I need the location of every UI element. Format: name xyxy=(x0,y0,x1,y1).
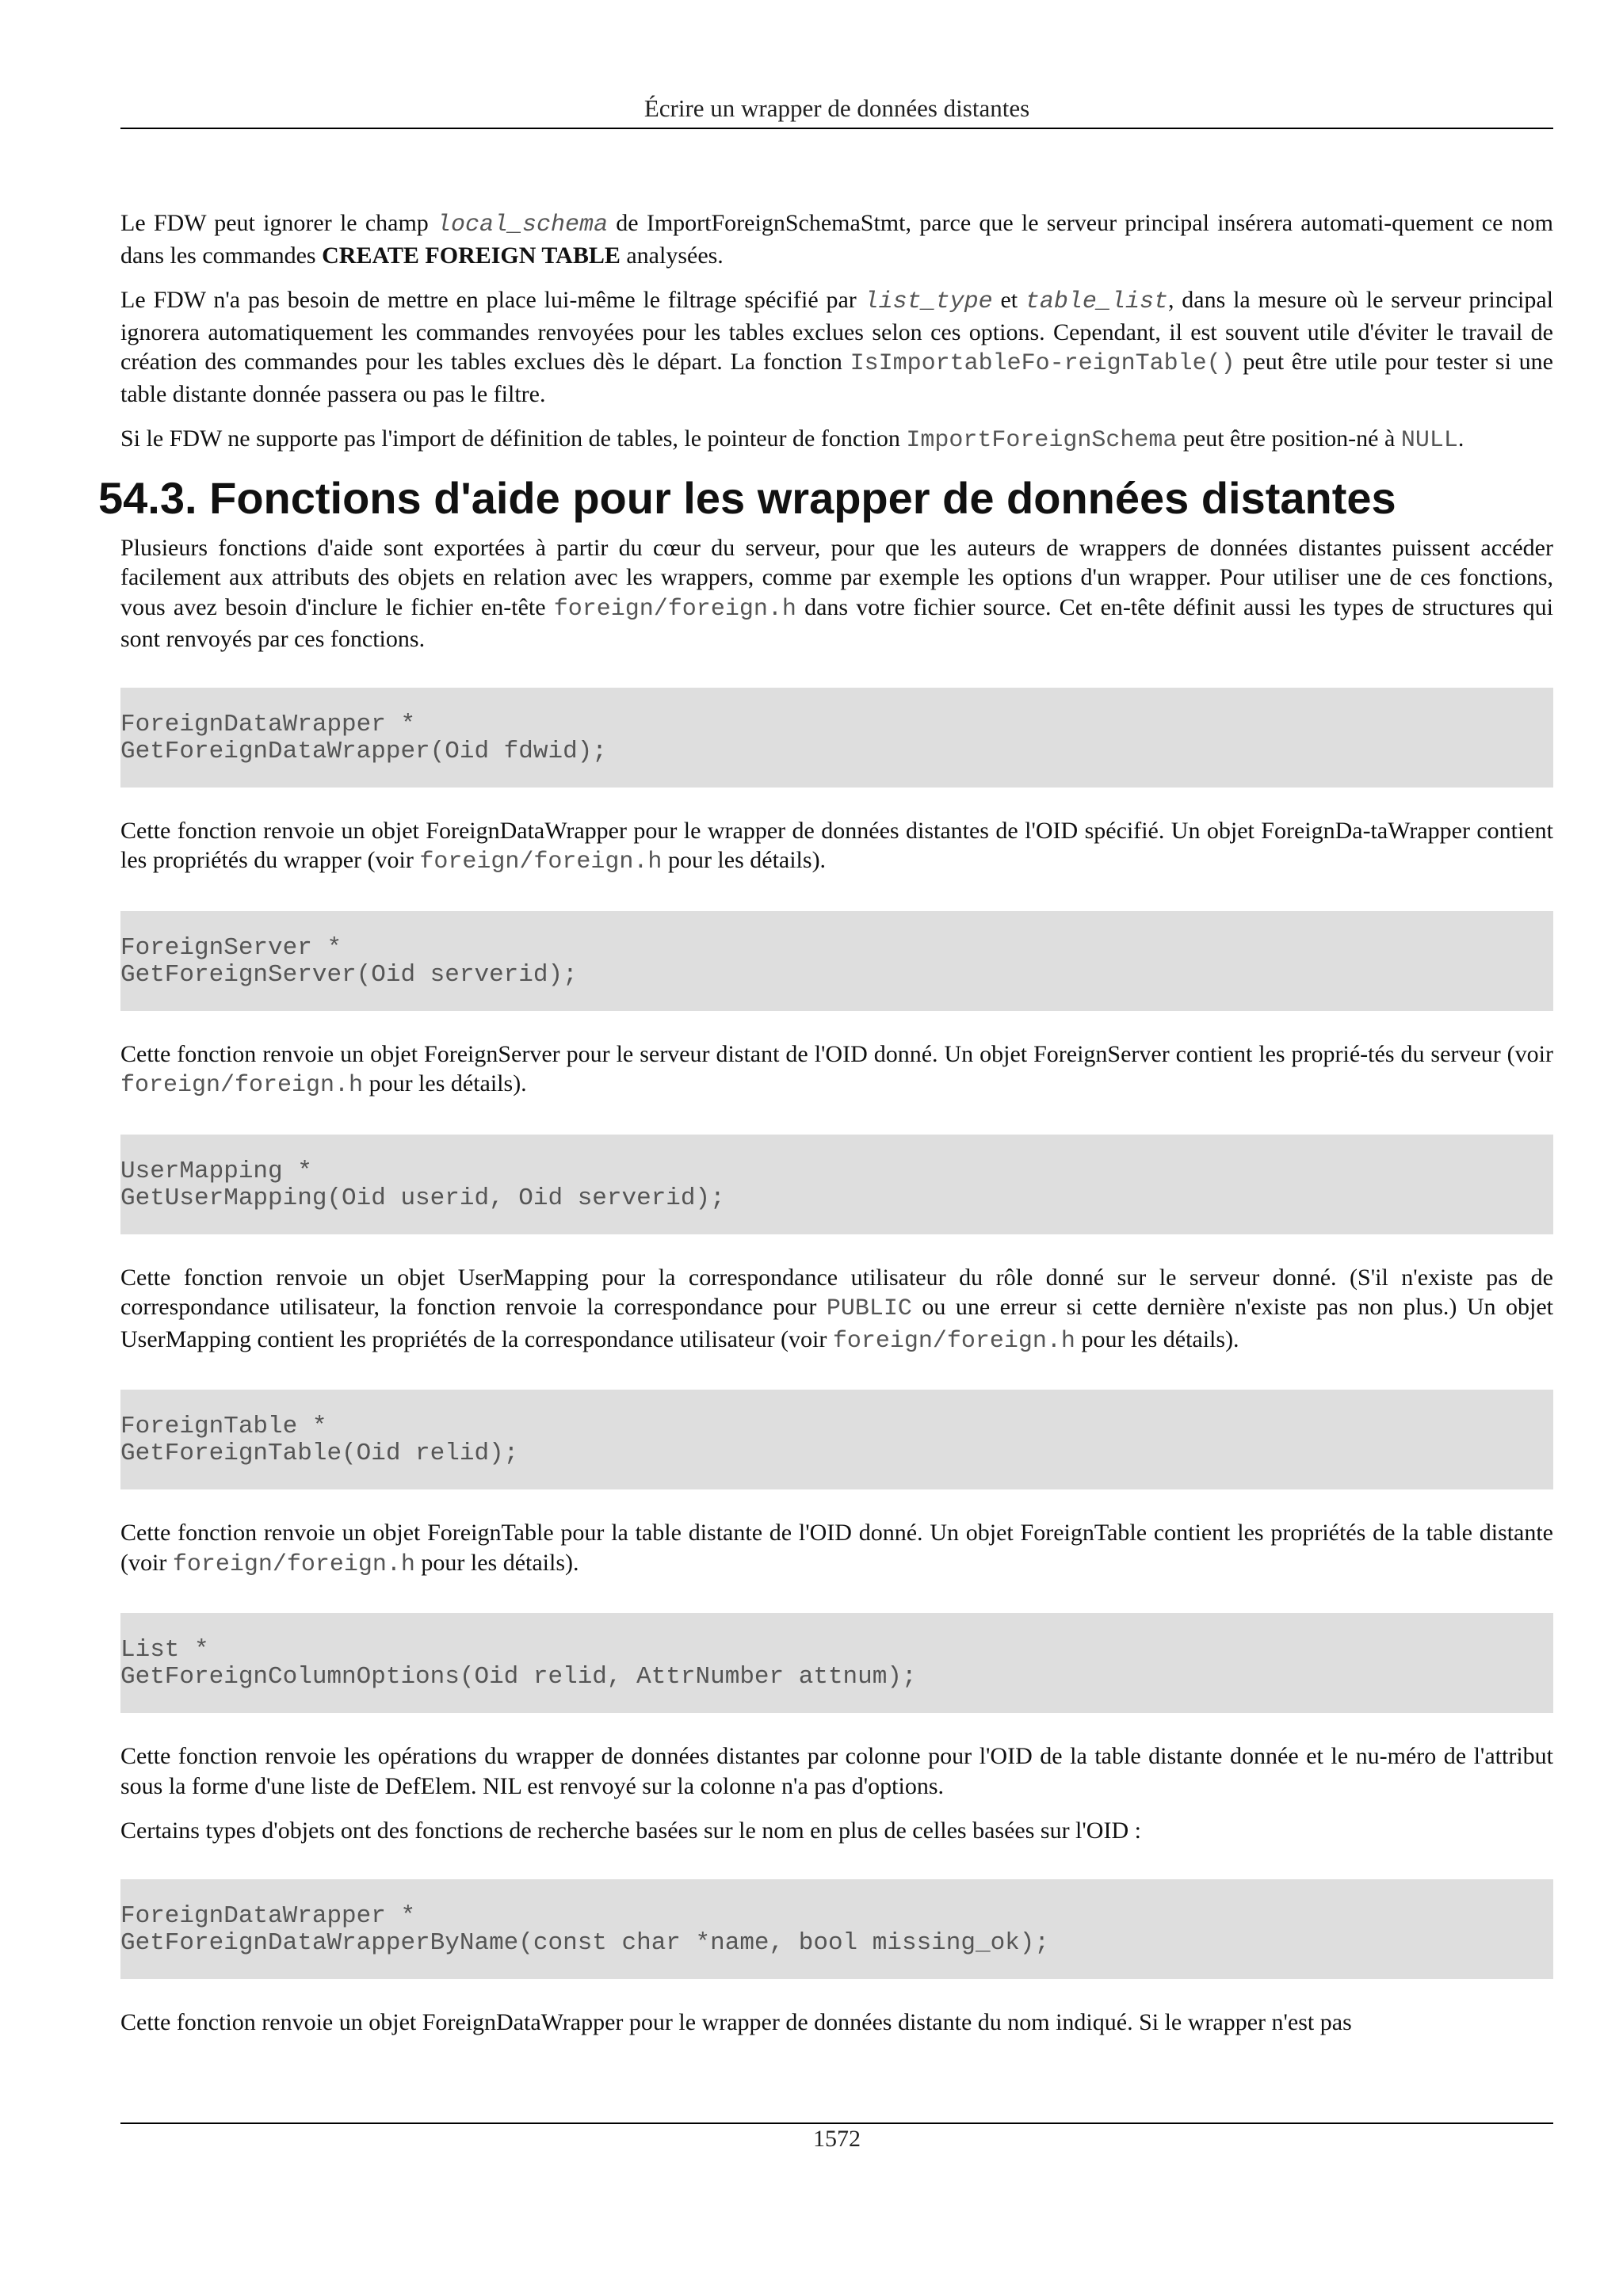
inline-code: local_schema xyxy=(437,212,609,238)
text: ou une erreur si cette dernière n'existe pas non plus.) Un objet UserMapping contient les propriétés de la correspondance utilisateur (voir xyxy=(120,1294,1553,1352)
code-line: ForeignTable * xyxy=(120,1413,327,1440)
text: Certains types d'objets ont des fonctions de recherche basées sur le nom en plus de celles basées sur l'OID : xyxy=(120,1817,1141,1844)
code-line: GetUserMapping(Oid userid, Oid serverid); xyxy=(120,1184,725,1212)
section-heading: 54.3. Fonctions d'aide pour les wrapper de données distantes xyxy=(98,472,1396,523)
header-rule xyxy=(120,128,1553,129)
code-line: UserMapping * xyxy=(120,1157,312,1185)
page-content xyxy=(98,208,1554,2052)
text: de ImportForeignSchemaStmt, parce que le serveur principal insérera automati-quement ce nom dans les commandes xyxy=(120,210,1553,269)
text: peut être utile pour tester si une table distante donnée passera ou pas le filtre. xyxy=(120,349,1553,407)
running-header: Écrire un wrapper de données distantes xyxy=(643,94,1030,122)
paragraph xyxy=(120,285,1553,409)
paragraph xyxy=(120,1741,1553,1801)
code-line: GetForeignServer(Oid serverid); xyxy=(120,960,578,989)
code-line: ForeignDataWrapper * xyxy=(120,1901,416,1930)
text: analysées. xyxy=(620,242,724,269)
inline-code: table_list xyxy=(1025,288,1168,315)
text: Plusieurs fonctions d'aide sont exportées à partir du cœur du serveur, pour que les auteurs de wrappers de données distantes puissent accéder facilement aux attributs des objets en relation avec les wrappers, comme par exemple les options d'un wrapper. Pour utiliser une de ces fonctions, vous avez besoin d'inclure le fichier en-tête xyxy=(120,534,1553,620)
text: Cette fonction renvoie les opérations du wrapper de données distantes par colonne pour l'OID de la table distante donnée et le nu-méro de l'attribut sous la forme d'une liste de DefElem. NIL est renvoyé sur la colonne n'a pas d'options. xyxy=(120,1743,1553,1799)
text: Cette fonction renvoie un objet UserMapping pour la correspondance utilisateur du rôle donné sur le serveur donné. (S'il n'existe pas de correspondance utilisateur, la fonction renvoie la correspondance pour xyxy=(120,1264,1553,1320)
text: . xyxy=(1457,425,1465,452)
inline-code: IsImportableFo-reignTable() xyxy=(850,350,1235,377)
footer-rule xyxy=(120,2122,1553,2124)
code-line: ForeignDataWrapper * xyxy=(120,710,416,738)
paragraph xyxy=(120,2008,1553,2038)
page-number: 1572 xyxy=(813,2126,861,2152)
text: Cette fonction renvoie un objet ForeignDataWrapper pour le wrapper de données distantes de l'OID spécifié. Un objet ForeignDa-taWrapper contient les propriétés du wrapper (voir xyxy=(120,817,1553,873)
paragraph xyxy=(120,1816,1553,1846)
paragraph xyxy=(120,533,1553,654)
inline-code: foreign/foreign.h xyxy=(832,1327,1075,1355)
code-block xyxy=(120,911,1553,1011)
text: Le FDW n'a pas besoin de mettre en place lui-même le filtrage spécifié par xyxy=(120,287,865,313)
paragraph xyxy=(120,208,1553,270)
paragraph xyxy=(120,424,1553,456)
code-block xyxy=(120,688,1553,788)
code-block xyxy=(120,1613,1553,1713)
text: peut être position-né à xyxy=(1177,425,1401,452)
paragraph xyxy=(120,1518,1553,1580)
code-line: GetForeignDataWrapperByName(const char *name, bool missing_ok); xyxy=(120,1928,1049,1957)
inline-code: list_type xyxy=(864,288,993,315)
text: Si le FDW ne supporte pas l'import de définition de tables, le pointeur de fonction xyxy=(120,425,907,452)
paragraph xyxy=(120,1263,1553,1357)
code-block xyxy=(120,1879,1553,1979)
inline-code: foreign/foreign.h xyxy=(419,849,663,875)
text: Le FDW peut ignorer le champ xyxy=(120,210,437,236)
text: Cette fonction renvoie un objet ForeignServer pour le serveur distant de l'OID donné. Un objet ForeignServer contient les proprié-tés du serveur (voir xyxy=(120,1040,1553,1067)
text: dans votre fichier source. Cet en-tête définit aussi les types de structures qui sont renvoyés par ces fonctions. xyxy=(120,593,1554,652)
text: pour les détails). xyxy=(414,1549,579,1576)
inline-code: ImportForeignSchema xyxy=(906,427,1178,454)
code-line: List * xyxy=(120,1636,209,1664)
inline-code: foreign/foreign.h xyxy=(553,595,796,623)
text: pour les détails). xyxy=(662,847,827,873)
bold-command: CREATE FOREIGN TABLE xyxy=(322,242,621,269)
text: et xyxy=(992,287,1025,313)
text: Cette fonction renvoie un objet ForeignDataWrapper pour le wrapper de données distante du nom indiqué. Si le wrapper n'est pas xyxy=(120,2008,1352,2035)
code-line: ForeignServer * xyxy=(120,933,342,962)
text: pour les détails). xyxy=(1075,1325,1239,1352)
code-block xyxy=(120,1135,1553,1234)
paragraph xyxy=(120,1039,1553,1101)
code-line: GetForeignTable(Oid relid); xyxy=(120,1440,519,1467)
code-line: GetForeignColumnOptions(Oid relid, AttrNumber attnum); xyxy=(120,1663,917,1691)
text: pour les détails). xyxy=(363,1070,527,1097)
text: Cette fonction renvoie un objet ForeignTable pour la table distante de l'OID donné. Un objet ForeignTable contient les propriétés de la table distante (voir xyxy=(120,1520,1553,1576)
text: , dans la mesure où le serveur principal ignorera automatiquement les commandes renvoyées pour les tables exclues selon ces options. Cependant, il est souvent utile d'éviter le travail de création des commandes pour les tables exclues dès le départ. La fonction xyxy=(120,287,1554,375)
paragraph xyxy=(120,816,1553,878)
inline-code: foreign/foreign.h xyxy=(172,1550,415,1578)
inline-code: PUBLIC xyxy=(826,1295,912,1322)
inline-code: foreign/foreign.h xyxy=(120,1072,364,1099)
code-line: GetForeignDataWrapper(Oid fdwid); xyxy=(120,737,607,765)
code-block xyxy=(120,1390,1553,1489)
inline-code: NULL xyxy=(1400,427,1458,454)
